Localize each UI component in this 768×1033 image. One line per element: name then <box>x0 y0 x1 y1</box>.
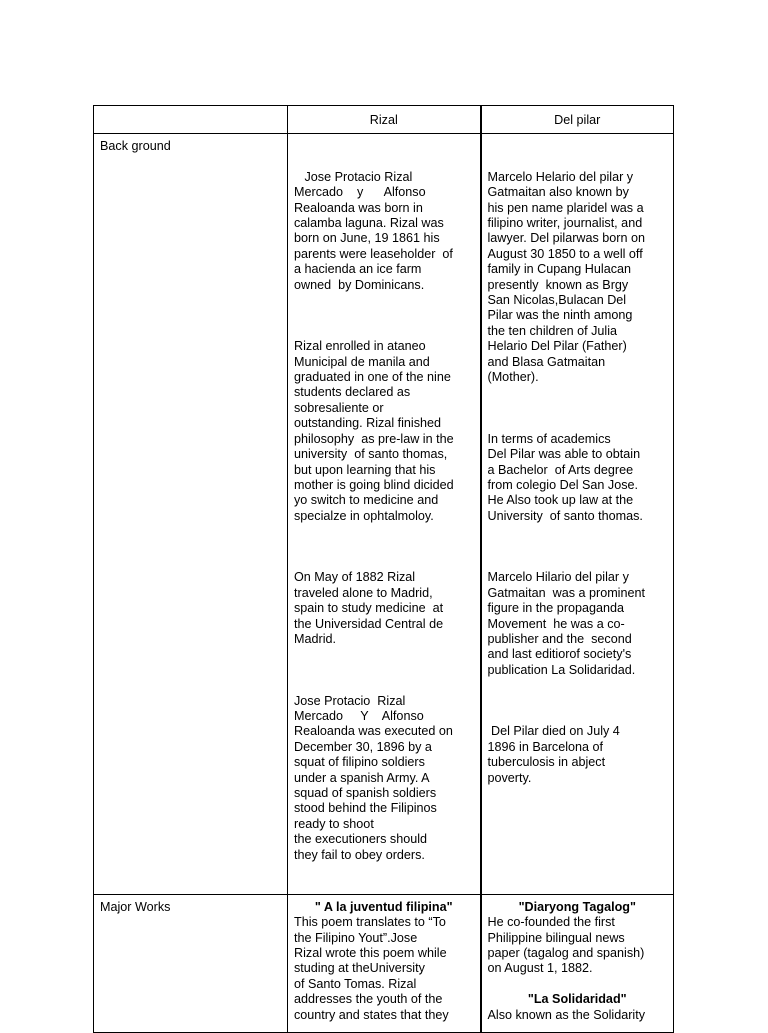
header-rizal: Rizal <box>369 113 398 127</box>
rizal-paragraph: Rizal enrolled in ataneo Municipal de manila and graduated in one of the nine students declared as sobresaliente or outstanding. Rizal finished philosophy as pre-law in the university of santo thomas, but upon learning that his mother is going blind dicided yo switch to medicine and specialze in ophtalmoloy. <box>294 339 454 523</box>
del-pilar-work-title-2: "La Solidaridad" <box>527 992 627 1007</box>
comparison-table <box>93 105 674 1033</box>
major-works-label: Major Works <box>100 899 171 914</box>
background-del-pilar-cell <box>481 134 674 895</box>
header-cell-del-pilar <box>481 106 674 134</box>
rizal-paragraph: Jose Protacio Rizal Mercado Y Alfonso Realoanda was executed on December 30, 1896 by a squat of filipino soldiers under a spanish Army. A squad of spanish soldiers stood behind the Filipinos ready to shoot the executioners should they fail to obey orders. <box>294 693 453 862</box>
del-pilar-paragraph: Del Pilar died on July 4 1896 in Barcelona of tuberculosis in abject poverty. <box>487 724 620 785</box>
del-pilar-work-title-1: "Diaryong Tagalog" <box>518 899 636 914</box>
major-works-del-pilar-cell <box>481 894 674 1032</box>
background-label-cell <box>94 134 288 895</box>
rizal-work-text: This poem translates to “To the Filipino Yout”.Jose Rizal wrote this poem while studing at theUniversity of Santo Tomas. Rizal addresses the youth of the country and states that they <box>294 915 449 1022</box>
rizal-work-title: " A la juventud filipina" <box>314 899 453 914</box>
header-del-pilar: Del pilar <box>554 113 601 127</box>
background-rizal-text <box>288 134 480 894</box>
background-rizal-cell <box>288 134 481 895</box>
major-works-label-cell <box>94 894 288 1032</box>
del-pilar-paragraph: Marcelo Hilario del pilar y Gatmaitan was a prominent figure in the propaganda Movement he was a co- publisher and the second and last editiorof society's publication La Solidaridad. <box>487 570 645 677</box>
major-works-rizal-cell <box>288 894 481 1032</box>
del-pilar-paragraph: Marcelo Helario del pilar y Gatmaitan also known by his pen name plaridel was a filipino writer, journalist, and lawyer. Del pilarwas born on August 30 1850 to a well off family in Cupang Hulacan presently known as Brgy San Nicolas,Bulacan Del Pilar was the ninth among the ten children of Julia Helario Del Pilar (Father) and Blasa Gatmaitan (Mother). <box>487 169 645 385</box>
header-cell-rizal <box>288 106 481 134</box>
background-row <box>94 134 674 895</box>
del-pilar-paragraph: In terms of academics Del Pilar was able to obtain a Bachelor of Arts degree from colegio Del San Jose. He Also took up law at the University of santo thomas. <box>487 431 643 523</box>
del-pilar-work-text-1: He co-founded the first Philippine bilingual news paper (tagalog and spanish) on August 1, 1882. <box>487 915 645 976</box>
rizal-paragraph: Jose Protacio Rizal Mercado y Alfonso Realoanda was born in calamba laguna. Rizal was born on June, 19 1861 his parents were leaseholder of a hacienda an ice farm owned by Dominicans. <box>294 169 453 292</box>
background-del-pilar-text <box>482 134 674 817</box>
major-works-row <box>94 894 674 1032</box>
del-pilar-work-text-2: Also known as the Solidarity <box>487 1007 646 1022</box>
header-row <box>94 106 674 134</box>
header-cell-blank <box>94 106 288 134</box>
background-label: Back ground <box>100 139 171 153</box>
rizal-paragraph: On May of 1882 Rizal traveled alone to Madrid, spain to study medicine at the Universidad Central de Madrid. <box>294 570 444 646</box>
